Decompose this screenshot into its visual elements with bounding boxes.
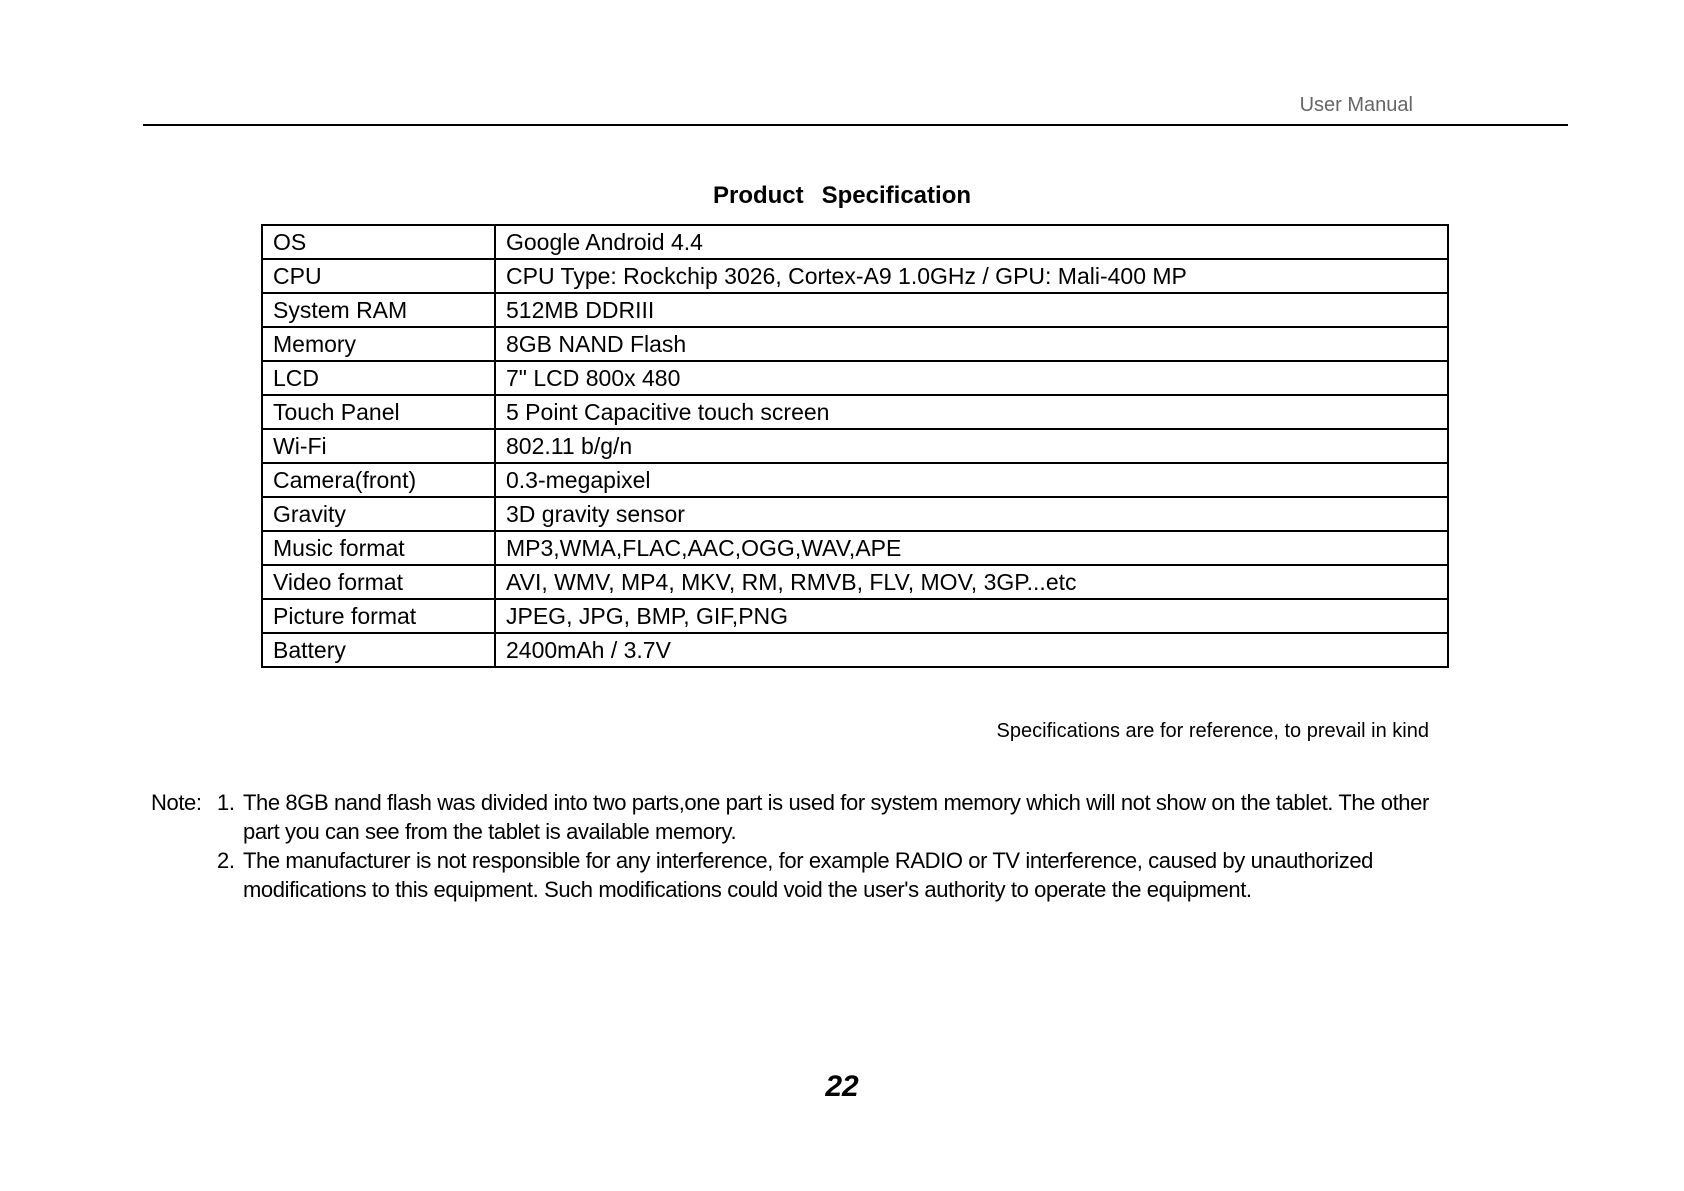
table-row — [262, 599, 1448, 633]
table-row — [262, 259, 1448, 293]
table-row — [262, 293, 1448, 327]
spec-value: 5 Point Capacitive touch screen — [495, 395, 1448, 429]
spec-value: 802.11 b/g/n — [495, 429, 1448, 463]
header-rule — [143, 124, 1568, 126]
table-row — [262, 531, 1448, 565]
spec-value: 2400mAh / 3.7V — [495, 633, 1448, 667]
spec-value: JPEG, JPG, BMP, GIF,PNG — [495, 599, 1448, 633]
notes-section — [151, 788, 1441, 904]
spec-key: Picture format — [262, 599, 495, 633]
table-row — [262, 429, 1448, 463]
spec-table — [261, 224, 1449, 668]
title-word-specification: Specification — [821, 182, 972, 209]
spec-key: Touch Panel — [262, 395, 495, 429]
table-row — [262, 361, 1448, 395]
note-number: 2. — [217, 848, 235, 873]
table-row — [262, 225, 1448, 259]
spec-key: System RAM — [262, 293, 495, 327]
spec-value: 7" LCD 800x 480 — [495, 361, 1448, 395]
spec-value: 8GB NAND Flash — [495, 327, 1448, 361]
reference-note: Specifications are for reference, to prevail in kind — [996, 720, 1429, 742]
spec-key: LCD — [262, 361, 495, 395]
spec-key: Camera(front) — [262, 463, 495, 497]
note-text: The 8GB nand flash was divided into two parts,one part is used for system memory which will not show on the tablet. The other part you can see from the tablet is available memory. — [243, 790, 1429, 844]
table-row — [262, 327, 1448, 361]
spec-value: AVI, WMV, MP4, MKV, RM, RMVB, FLV, MOV, 3GP...etc — [495, 565, 1448, 599]
table-row — [262, 633, 1448, 667]
spec-key: Memory — [262, 327, 495, 361]
page-number: 22 — [825, 1070, 859, 1103]
note-number: 1. — [217, 790, 235, 815]
table-row — [262, 395, 1448, 429]
note-item — [151, 788, 1441, 846]
note-prefix: Note: — [151, 790, 202, 815]
spec-value: MP3,WMA,FLAC,AAC,OGG,WAV,APE — [495, 531, 1448, 565]
title-word-product: Product — [712, 182, 804, 209]
spec-value: 512MB DDRIII — [495, 293, 1448, 327]
spec-key: Music format — [262, 531, 495, 565]
spec-value: 0.3-megapixel — [495, 463, 1448, 497]
spec-key: Gravity — [262, 497, 495, 531]
spec-key: Wi-Fi — [262, 429, 495, 463]
spec-key: OS — [262, 225, 495, 259]
spec-key: Video format — [262, 565, 495, 599]
header-label: User Manual — [1299, 94, 1413, 116]
spec-key: Battery — [262, 633, 495, 667]
table-row — [262, 463, 1448, 497]
note-text: The manufacturer is not responsible for any interference, for example RADIO or TV interference, caused by unauthorized modifications to this equipment. Such modifications could void the user's authority to operate the equipment. — [243, 848, 1373, 902]
spec-key: CPU — [262, 259, 495, 293]
note-item — [151, 846, 1441, 904]
table-row — [262, 565, 1448, 599]
table-row — [262, 497, 1448, 531]
page-title — [0, 182, 1684, 210]
spec-value: Google Android 4.4 — [495, 225, 1448, 259]
spec-value: CPU Type: Rockchip 3026, Cortex-A9 1.0GHz / GPU: Mali-400 MP — [495, 259, 1448, 293]
spec-value: 3D gravity sensor — [495, 497, 1448, 531]
